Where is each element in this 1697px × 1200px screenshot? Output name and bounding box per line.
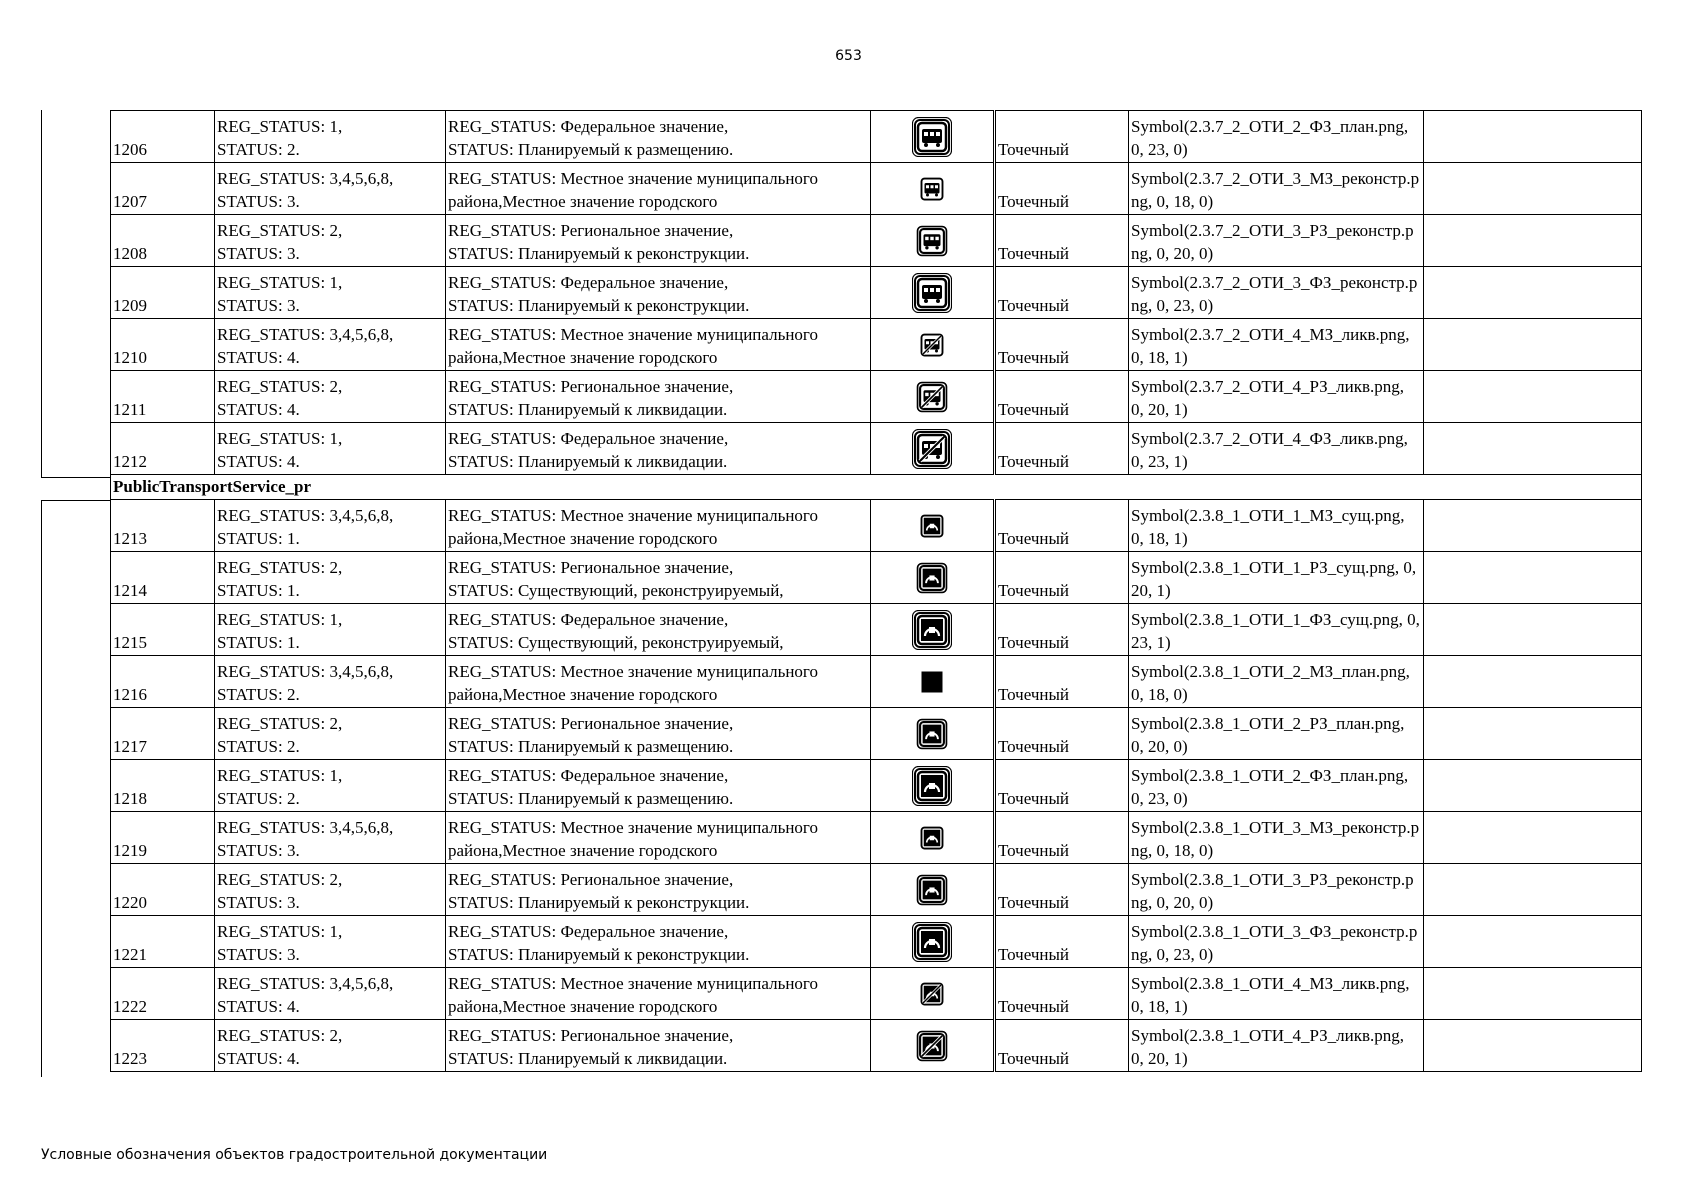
reg-status-cell (215, 500, 446, 552)
reg-status-line: REG_STATUS: 1, (217, 273, 343, 292)
description-line: REG_STATUS: Федеральное значение, (448, 610, 729, 629)
status-line: STATUS: 1. (217, 581, 300, 600)
description-cell (446, 371, 871, 423)
description-line: STATUS: Планируемый к ликвидации. (448, 400, 728, 419)
left-margin-line-b (41, 500, 42, 1077)
status-line: STATUS: 4. (217, 997, 300, 1016)
geometry-type: Точечный (998, 581, 1070, 600)
row-id: 1223 (113, 1049, 147, 1068)
geometry-type-cell (995, 423, 1129, 475)
symbol-string: Symbol(2.3.8_1_ОТИ_2_МЗ_план.png, 0, 18, 0) (1131, 662, 1410, 704)
geometry-type-cell (995, 760, 1129, 812)
row-id-cell (111, 656, 215, 708)
table-row (111, 812, 1642, 864)
geometry-type-cell (995, 968, 1129, 1020)
reg-status-cell (215, 423, 446, 475)
table-row (111, 500, 1642, 552)
empty-cell (1424, 423, 1642, 475)
symbol-string: Symbol(2.3.8_1_ОТИ_2_РЗ_план.png, 0, 20, 0) (1131, 714, 1405, 756)
row-id-cell (111, 916, 215, 968)
description-line: района,Местное значение городского (448, 192, 718, 211)
description-line: REG_STATUS: Местное значение муниципального (448, 974, 818, 993)
left-margin-line-a (41, 110, 42, 478)
row-id: 1214 (113, 581, 147, 600)
geometry-type-cell (995, 656, 1129, 708)
service-icon-regional-planned (915, 717, 949, 751)
service-icon-federal-planned (912, 766, 952, 806)
reg-status-line: REG_STATUS: 1, (217, 610, 343, 629)
symbol-icon-cell (871, 319, 995, 371)
empty-cell (1424, 552, 1642, 604)
empty-cell (1424, 968, 1642, 1020)
reg-status-cell (215, 968, 446, 1020)
description-cell (446, 968, 871, 1020)
symbol-icon-cell (871, 215, 995, 267)
reg-status-line: REG_STATUS: 1, (217, 117, 343, 136)
symbol-string: Symbol(2.3.8_1_ОТИ_1_МЗ_сущ.png, 0, 18, 1) (1131, 506, 1405, 548)
row-id: 1222 (113, 997, 147, 1016)
bus-icon-regional-reconstruct (915, 224, 949, 258)
symbol-icon-cell (871, 111, 995, 163)
bus-icon-federal-liquidate (912, 429, 952, 469)
geometry-type-cell (995, 371, 1129, 423)
reg-status-line: REG_STATUS: 3,4,5,6,8, (217, 506, 394, 525)
reg-status-line: REG_STATUS: 2, (217, 1026, 343, 1045)
row-id: 1221 (113, 945, 147, 964)
symbol-string: Symbol(2.3.7_2_ОТИ_4_ФЗ_ликв.png, 0, 23, 1) (1131, 429, 1408, 471)
description-line: REG_STATUS: Региональное значение, (448, 870, 734, 889)
reg-status-line: REG_STATUS: 2, (217, 221, 343, 240)
table-row (111, 968, 1642, 1020)
description-cell (446, 319, 871, 371)
geometry-type-cell (995, 812, 1129, 864)
symbol-icon-cell (871, 812, 995, 864)
symbol-icon-cell (871, 267, 995, 319)
row-id: 1207 (113, 192, 147, 211)
empty-cell (1424, 708, 1642, 760)
symbol-string-cell (1129, 371, 1424, 423)
symbol-string-cell (1129, 500, 1424, 552)
empty-cell (1424, 163, 1642, 215)
symbol-icon-cell (871, 371, 995, 423)
symbol-string-cell (1129, 708, 1424, 760)
symbol-string-cell (1129, 319, 1424, 371)
symbol-string-cell (1129, 864, 1424, 916)
table-row (111, 604, 1642, 656)
geometry-type: Точечный (998, 893, 1070, 912)
symbol-string: Symbol(2.3.8_1_ОТИ_2_ФЗ_план.png, 0, 23, 0) (1131, 766, 1409, 808)
reg-status-cell (215, 604, 446, 656)
row-id: 1213 (113, 529, 147, 548)
row-id: 1218 (113, 789, 147, 808)
description-line: REG_STATUS: Местное значение муниципального (448, 506, 818, 525)
reg-status-line: REG_STATUS: 2, (217, 714, 343, 733)
symbol-string-cell (1129, 267, 1424, 319)
geometry-type-cell (995, 604, 1129, 656)
status-line: STATUS: 2. (217, 685, 300, 704)
status-line: STATUS: 4. (217, 348, 300, 367)
row-id-cell (111, 163, 215, 215)
geometry-type-cell (995, 708, 1129, 760)
symbol-string: Symbol(2.3.8_1_ОТИ_4_РЗ_ликв.png, 0, 20, 1) (1131, 1026, 1405, 1068)
reg-status-cell (215, 760, 446, 812)
row-id-cell (111, 864, 215, 916)
status-line: STATUS: 2. (217, 140, 300, 159)
status-line: STATUS: 3. (217, 296, 300, 315)
row-id-cell (111, 812, 215, 864)
symbol-string: Symbol(2.3.7_2_ОТИ_4_РЗ_ликв.png, 0, 20, 1) (1131, 377, 1405, 419)
geometry-type-cell (995, 319, 1129, 371)
geometry-type-cell (995, 111, 1129, 163)
description-cell (446, 760, 871, 812)
table-row (111, 760, 1642, 812)
geometry-type-cell (995, 864, 1129, 916)
description-line: района,Местное значение городского (448, 348, 718, 367)
description-cell (446, 812, 871, 864)
reg-status-cell (215, 1020, 446, 1072)
description-line: REG_STATUS: Федеральное значение, (448, 922, 729, 941)
description-line: STATUS: Планируемый к размещению. (448, 737, 734, 756)
description-line: REG_STATUS: Федеральное значение, (448, 273, 729, 292)
table-row (111, 656, 1642, 708)
description-cell (446, 708, 871, 760)
geometry-type: Точечный (998, 529, 1070, 548)
row-id: 1210 (113, 348, 147, 367)
section-divider-bottom (41, 500, 111, 501)
symbol-icon-cell (871, 968, 995, 1020)
symbol-icon-cell (871, 1020, 995, 1072)
service-icon-federal-existing (912, 610, 952, 650)
reg-status-cell (215, 267, 446, 319)
status-line: STATUS: 3. (217, 192, 300, 211)
symbol-string: Symbol(2.3.8_1_ОТИ_3_ФЗ_реконстр.png, 0, 23, 0) (1131, 922, 1418, 964)
description-line: STATUS: Планируемый к ликвидации. (448, 1049, 728, 1068)
description-line: района,Местное значение городского (448, 685, 718, 704)
table-row (111, 319, 1642, 371)
table-row (111, 708, 1642, 760)
status-line: STATUS: 3. (217, 244, 300, 263)
geometry-type: Точечный (998, 841, 1070, 860)
symbol-string-cell (1129, 163, 1424, 215)
empty-cell (1424, 656, 1642, 708)
bus-icon-federal-reconstruct (912, 273, 952, 313)
status-line: STATUS: 3. (217, 893, 300, 912)
table-row (111, 371, 1642, 423)
geometry-type-cell (995, 1020, 1129, 1072)
reg-status-line: REG_STATUS: 1, (217, 922, 343, 941)
table-row (111, 267, 1642, 319)
status-line: STATUS: 1. (217, 529, 300, 548)
description-cell (446, 552, 871, 604)
reg-status-cell (215, 916, 446, 968)
symbol-icon-cell (871, 552, 995, 604)
symbol-string: Symbol(2.3.7_2_ОТИ_3_ФЗ_реконстр.png, 0, 23, 0) (1131, 273, 1418, 315)
row-id-cell (111, 319, 215, 371)
service-icon-local-existing (917, 511, 947, 541)
geometry-type: Точечный (998, 737, 1070, 756)
geometry-type: Точечный (998, 997, 1070, 1016)
symbol-string-cell (1129, 604, 1424, 656)
description-cell (446, 500, 871, 552)
description-cell (446, 864, 871, 916)
description-line: STATUS: Планируемый к реконструкции. (448, 244, 750, 263)
reg-status-line: REG_STATUS: 3,4,5,6,8, (217, 662, 394, 681)
empty-cell (1424, 864, 1642, 916)
reg-status-cell (215, 552, 446, 604)
page-number: 653 (835, 48, 862, 64)
table-row (111, 163, 1642, 215)
row-id-cell (111, 371, 215, 423)
description-line: STATUS: Планируемый к размещению. (448, 140, 734, 159)
geometry-type-cell (995, 215, 1129, 267)
reg-status-cell (215, 812, 446, 864)
description-line: REG_STATUS: Местное значение муниципального (448, 169, 818, 188)
description-line: района,Местное значение городского (448, 841, 718, 860)
bus-icon-regional-liquidate (915, 380, 949, 414)
description-line: REG_STATUS: Региональное значение, (448, 714, 734, 733)
description-line: REG_STATUS: Федеральное значение, (448, 766, 729, 785)
status-line: STATUS: 3. (217, 945, 300, 964)
status-line: STATUS: 4. (217, 400, 300, 419)
geometry-type: Точечный (998, 945, 1070, 964)
description-cell (446, 267, 871, 319)
row-id: 1215 (113, 633, 147, 652)
geometry-type: Точечный (998, 452, 1070, 471)
service-icon-local-liquidate (917, 979, 947, 1009)
description-line: REG_STATUS: Региональное значение, (448, 558, 734, 577)
description-line: REG_STATUS: Региональное значение, (448, 221, 734, 240)
symbol-string-cell (1129, 111, 1424, 163)
symbol-string-cell (1129, 215, 1424, 267)
symbol-icon-cell (871, 423, 995, 475)
service-icon-local-reconstruct (917, 823, 947, 853)
reg-status-line: REG_STATUS: 1, (217, 766, 343, 785)
reg-status-line: REG_STATUS: 2, (217, 377, 343, 396)
bus-icon-federal-planned (912, 117, 952, 157)
empty-cell (1424, 812, 1642, 864)
description-line: REG_STATUS: Местное значение муниципального (448, 325, 818, 344)
reg-status-line: REG_STATUS: 1, (217, 429, 343, 448)
table-row (111, 552, 1642, 604)
symbol-icon-cell (871, 604, 995, 656)
table-row (111, 423, 1642, 475)
empty-cell (1424, 1020, 1642, 1072)
status-line: STATUS: 1. (217, 633, 300, 652)
row-id-cell (111, 760, 215, 812)
section-divider-top (41, 477, 111, 478)
description-line: STATUS: Планируемый к размещению. (448, 789, 734, 808)
service-icon-federal-reconstruct (912, 922, 952, 962)
description-cell (446, 656, 871, 708)
description-cell (446, 163, 871, 215)
geometry-type: Точечный (998, 1049, 1070, 1068)
symbol-string: Symbol(2.3.7_2_ОТИ_3_МЗ_реконстр.png, 0, 18, 0) (1131, 169, 1420, 211)
row-id: 1211 (113, 400, 147, 419)
geometry-type-cell (995, 552, 1129, 604)
row-id: 1217 (113, 737, 147, 756)
description-line: STATUS: Существующий, реконструируемый, (448, 581, 784, 600)
row-id: 1219 (113, 841, 147, 860)
empty-cell (1424, 267, 1642, 319)
bus-icon-local-reconstruct (917, 174, 947, 204)
geometry-type: Точечный (998, 633, 1070, 652)
geometry-type-cell (995, 500, 1129, 552)
description-line: STATUS: Планируемый к ликвидации. (448, 452, 728, 471)
description-line: STATUS: Существующий, реконструируемый, (448, 633, 784, 652)
empty-cell (1424, 215, 1642, 267)
symbol-string-cell (1129, 552, 1424, 604)
symbol-icon-cell (871, 864, 995, 916)
table-row (111, 215, 1642, 267)
geometry-type: Точечный (998, 192, 1070, 211)
geometry-type: Точечный (998, 685, 1070, 704)
symbol-string-cell (1129, 916, 1424, 968)
symbol-string: Symbol(2.3.8_1_ОТИ_4_МЗ_ликв.png, 0, 18, 1) (1131, 974, 1410, 1016)
symbol-string: Symbol(2.3.8_1_ОТИ_1_РЗ_сущ.png, 0, 20, 1) (1131, 558, 1417, 600)
row-id-cell (111, 500, 215, 552)
description-line: STATUS: Планируемый к реконструкции. (448, 893, 750, 912)
symbol-string: Symbol(2.3.7_2_ОТИ_4_МЗ_ликв.png, 0, 18, 1) (1131, 325, 1410, 367)
section-header-row (111, 475, 1642, 500)
status-line: STATUS: 3. (217, 841, 300, 860)
geometry-type: Точечный (998, 244, 1070, 263)
row-id-cell (111, 552, 215, 604)
reg-status-line: REG_STATUS: 3,4,5,6,8, (217, 325, 394, 344)
row-id-cell (111, 111, 215, 163)
geometry-type-cell (995, 267, 1129, 319)
symbol-icon-cell (871, 760, 995, 812)
symbol-string-cell (1129, 656, 1424, 708)
symbol-string-cell (1129, 968, 1424, 1020)
reg-status-cell (215, 215, 446, 267)
row-id: 1216 (113, 685, 147, 704)
row-id: 1212 (113, 452, 147, 471)
description-line: района,Местное значение городского (448, 529, 718, 548)
empty-cell (1424, 111, 1642, 163)
reg-status-cell (215, 163, 446, 215)
reg-status-cell (215, 319, 446, 371)
geometry-type: Точечный (998, 348, 1070, 367)
empty-cell (1424, 760, 1642, 812)
reg-status-cell (215, 708, 446, 760)
symbol-icon-cell (871, 916, 995, 968)
geometry-type-cell (995, 916, 1129, 968)
status-line: STATUS: 4. (217, 452, 300, 471)
status-line: STATUS: 2. (217, 737, 300, 756)
reg-status-cell (215, 656, 446, 708)
description-line: REG_STATUS: Федеральное значение, (448, 429, 729, 448)
legend-table (110, 110, 1642, 1072)
description-cell (446, 1020, 871, 1072)
description-cell (446, 916, 871, 968)
description-line: STATUS: Планируемый к реконструкции. (448, 945, 750, 964)
description-line: REG_STATUS: Региональное значение, (448, 1026, 734, 1045)
description-cell (446, 215, 871, 267)
empty-cell (1424, 500, 1642, 552)
table-row (111, 864, 1642, 916)
reg-status-cell (215, 111, 446, 163)
symbol-string: Symbol(2.3.8_1_ОТИ_1_ФЗ_сущ.png, 0, 23, 1) (1131, 610, 1420, 652)
bus-icon-local-liquidate (917, 330, 947, 360)
geometry-type: Точечный (998, 296, 1070, 315)
footer-caption: Условные обозначения объектов градостроительной документации (41, 1147, 548, 1163)
row-id-cell (111, 423, 215, 475)
status-line: STATUS: 4. (217, 1049, 300, 1068)
description-line: REG_STATUS: Федеральное значение, (448, 117, 729, 136)
symbol-icon-cell (871, 708, 995, 760)
symbol-string-cell (1129, 1020, 1424, 1072)
symbol-string-cell (1129, 812, 1424, 864)
symbol-icon-cell (871, 500, 995, 552)
geometry-type: Точечный (998, 789, 1070, 808)
symbol-string-cell (1129, 423, 1424, 475)
reg-status-line: REG_STATUS: 2, (217, 870, 343, 889)
service-icon-regional-liquidate (915, 1029, 949, 1063)
row-id-cell (111, 708, 215, 760)
table-row (111, 916, 1642, 968)
status-line: STATUS: 2. (217, 789, 300, 808)
row-id-cell (111, 267, 215, 319)
table-row (111, 1020, 1642, 1072)
row-id: 1220 (113, 893, 147, 912)
reg-status-cell (215, 864, 446, 916)
symbol-string-cell (1129, 760, 1424, 812)
row-id: 1208 (113, 244, 147, 263)
description-line: района,Местное значение городского (448, 997, 718, 1016)
service-icon-regional-reconstruct (915, 873, 949, 907)
empty-cell (1424, 916, 1642, 968)
symbol-icon-cell (871, 163, 995, 215)
description-line: REG_STATUS: Местное значение муниципального (448, 818, 818, 837)
symbol-string: Symbol(2.3.7_2_ОТИ_3_РЗ_реконстр.png, 0, 20, 0) (1131, 221, 1414, 263)
symbol-string: Symbol(2.3.8_1_ОТИ_3_МЗ_реконстр.png, 0, 18, 0) (1131, 818, 1420, 860)
description-cell (446, 604, 871, 656)
geometry-type-cell (995, 163, 1129, 215)
row-id-cell (111, 604, 215, 656)
row-id: 1206 (113, 140, 147, 159)
reg-status-line: REG_STATUS: 3,4,5,6,8, (217, 818, 394, 837)
square-icon-local-planned (917, 667, 947, 697)
reg-status-line: REG_STATUS: 3,4,5,6,8, (217, 169, 394, 188)
row-id-cell (111, 215, 215, 267)
symbol-string: Symbol(2.3.7_2_ОТИ_2_ФЗ_план.png, 0, 23, 0) (1131, 117, 1409, 159)
symbol-string: Symbol(2.3.8_1_ОТИ_3_РЗ_реконстр.png, 0, 20, 0) (1131, 870, 1414, 912)
description-line: STATUS: Планируемый к реконструкции. (448, 296, 750, 315)
reg-status-line: REG_STATUS: 3,4,5,6,8, (217, 974, 394, 993)
empty-cell (1424, 371, 1642, 423)
description-cell (446, 423, 871, 475)
service-icon-regional-existing (915, 561, 949, 595)
reg-status-cell (215, 371, 446, 423)
row-id: 1209 (113, 296, 147, 315)
description-line: REG_STATUS: Местное значение муниципального (448, 662, 818, 681)
description-cell (446, 111, 871, 163)
geometry-type: Точечный (998, 400, 1070, 419)
empty-cell (1424, 604, 1642, 656)
section-title: PublicTransportService_pr (111, 475, 1642, 500)
row-id-cell (111, 1020, 215, 1072)
symbol-icon-cell (871, 656, 995, 708)
geometry-type: Точечный (998, 140, 1070, 159)
reg-status-line: REG_STATUS: 2, (217, 558, 343, 577)
table-row (111, 111, 1642, 163)
row-id-cell (111, 968, 215, 1020)
empty-cell (1424, 319, 1642, 371)
description-line: REG_STATUS: Региональное значение, (448, 377, 734, 396)
